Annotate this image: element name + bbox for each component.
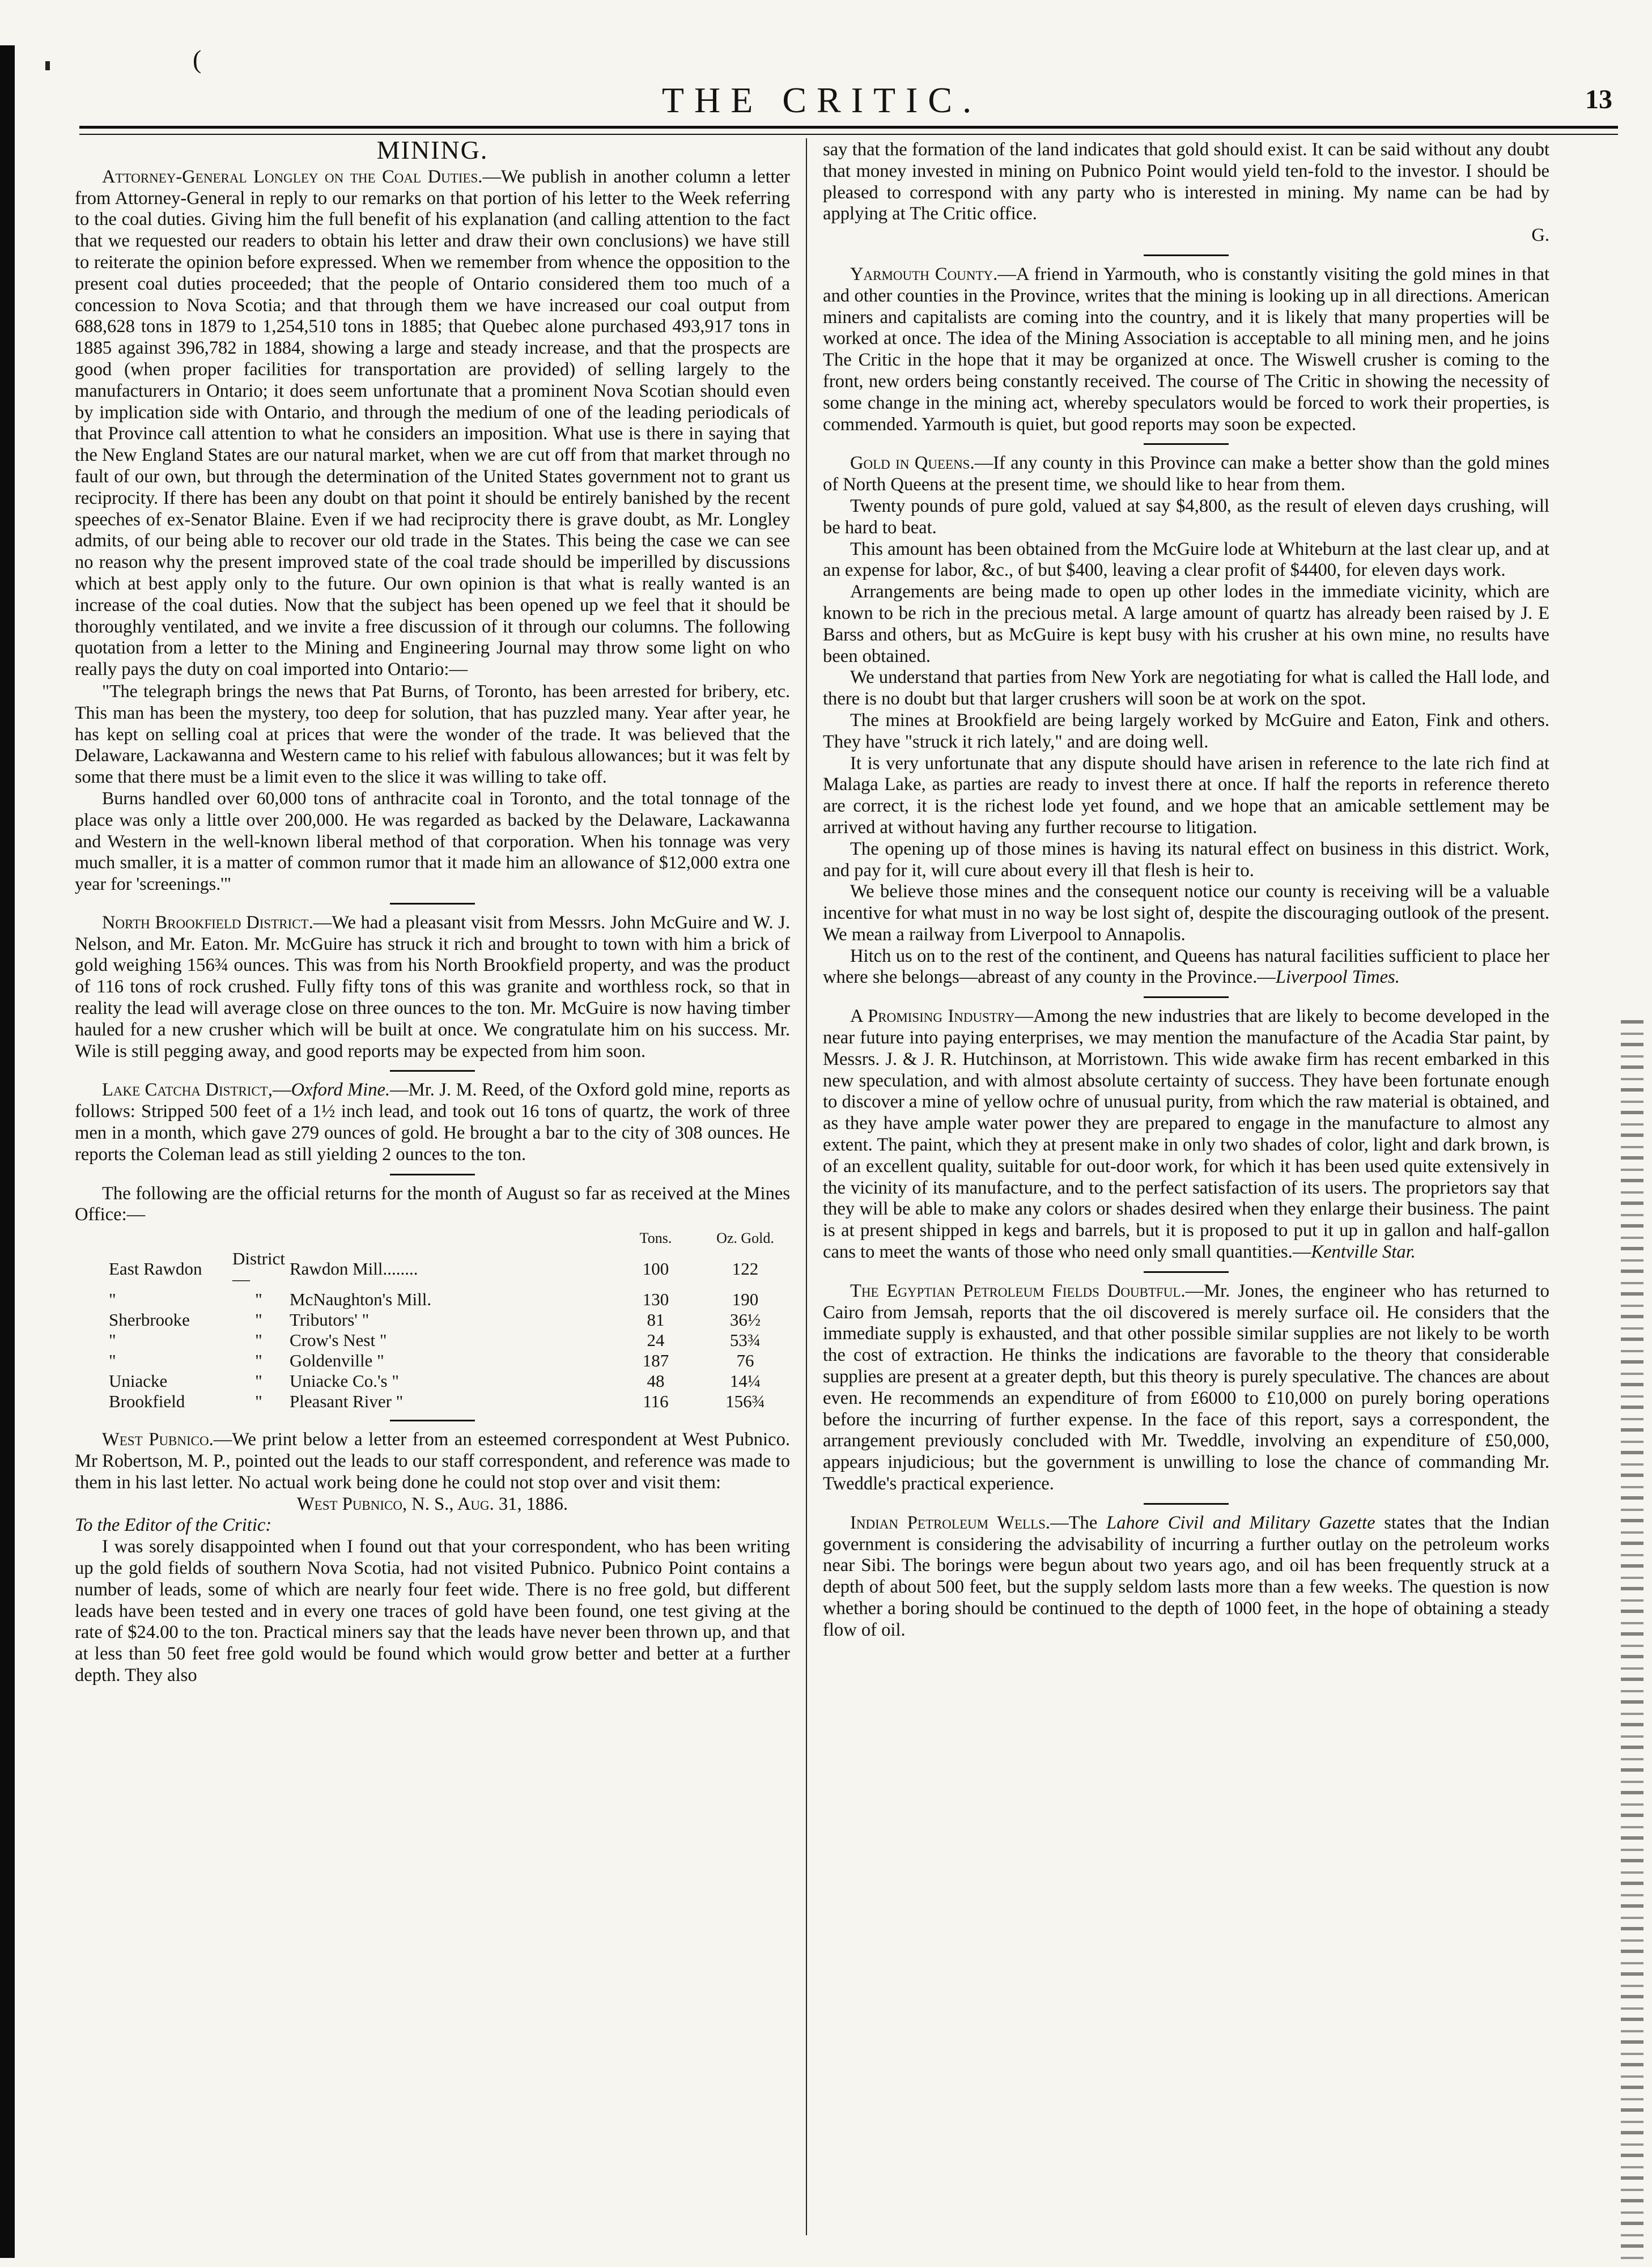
article-heading: Yarmouth County. bbox=[850, 264, 998, 285]
article-separator bbox=[1144, 443, 1229, 445]
cell-gold: 156¾ bbox=[725, 1391, 765, 1412]
article-west-pubnico bbox=[75, 1429, 790, 1687]
article-text: states that the Indian government is considering the advisability of incurring a further outlay on the petroleum works near Sibi. The borings were begun about two years ago, and oil has been frequently struck at a depth of about 500 feet, but the supply seldom lasts more than a few weeks. The question is now whether a boring should be continued to the depth of 1000 feet, in the hope of obtaining a steady flow of oil. bbox=[823, 1512, 1549, 1640]
scan-edge-specks bbox=[1621, 1020, 1643, 2267]
header-rule-thick bbox=[79, 126, 1618, 129]
right-column bbox=[823, 139, 1549, 1641]
letter-salutation bbox=[75, 1515, 790, 1536]
cell-district: " bbox=[255, 1289, 262, 1310]
article-separator bbox=[390, 903, 475, 905]
article-pubnico-continued bbox=[823, 139, 1549, 247]
cell-mill: Uniacke Co.'s " bbox=[290, 1371, 400, 1391]
margin-tick bbox=[45, 61, 50, 70]
article-paragraph bbox=[75, 1429, 790, 1493]
cell-place: " bbox=[109, 1289, 116, 1310]
cell-gold: 53¾ bbox=[729, 1330, 761, 1351]
article-text: —If any county in this Province can make a better show than the gold mines of North Queens at the present time, we should like to hear from them. bbox=[823, 453, 1549, 495]
article-heading: The Egyptian Petroleum Fields Doubtful. bbox=[850, 1280, 1186, 1301]
article-official-returns bbox=[75, 1183, 790, 1412]
cell-gold: 76 bbox=[736, 1351, 754, 1371]
column-divider bbox=[806, 138, 807, 2235]
cell-place: Sherbrooke bbox=[109, 1310, 190, 1330]
article-heading: West Pubnico. bbox=[102, 1429, 214, 1450]
cell-mill: Pleasant River " bbox=[290, 1391, 404, 1412]
article-paragraph: Twenty pounds of pure gold, valued at say $4,800, as the result of eleven days crushing, will be hard to beat. bbox=[823, 495, 1549, 538]
article-text: —A friend in Yarmouth, who is constantly visiting the gold mines in that and other counties in the Province, writes that the mining is looking up in all directions. American miners and capitalists are coming into the country, and it is likely that many properties will be worked at once. The idea of the Mining Association is acceptable to all mining men, and he joins The Critic in the hope that it may be organized at once. The Wiswell crusher is coming to the front, new orders being constantly received. The course of The Critic in showing the necessity of some change in the mining act, whereby speculators would be forced to work their properties, is commended. Yarmouth is quiet, but good reports may soon be expected. bbox=[823, 264, 1549, 435]
cell-tons: 81 bbox=[647, 1310, 665, 1330]
article-paragraph bbox=[75, 912, 790, 1063]
cell-gold: 14¼ bbox=[729, 1371, 761, 1391]
cell-district: " bbox=[255, 1310, 262, 1330]
article-paragraph: We understand that parties from New York are negotiating for what is called the Hall lode, and there is no doubt but that larger crushers will soon be at work on the spot. bbox=[823, 667, 1549, 710]
cell-district: " bbox=[255, 1330, 262, 1351]
column-header-gold: Oz. Gold. bbox=[716, 1230, 774, 1247]
article-north-brookfield bbox=[75, 912, 790, 1063]
article-paragraph bbox=[823, 1281, 1549, 1495]
cell-district: " bbox=[255, 1391, 262, 1412]
cell-mill: Rawdon Mill........ bbox=[290, 1259, 418, 1279]
article-coal-duties bbox=[75, 167, 790, 895]
article-separator bbox=[1144, 254, 1229, 256]
article-separator bbox=[1144, 1503, 1229, 1505]
article-promising-industry bbox=[823, 1006, 1549, 1263]
table-row bbox=[75, 1391, 790, 1412]
page-number: 13 bbox=[1585, 84, 1612, 114]
cell-place: " bbox=[109, 1330, 116, 1351]
cell-gold: 36½ bbox=[729, 1310, 761, 1330]
cell-place: " bbox=[109, 1351, 116, 1371]
cell-place: Uniacke bbox=[109, 1371, 168, 1391]
article-paragraph bbox=[75, 1080, 790, 1165]
article-heading: Attorney-General Longley on the Coal Duties. bbox=[102, 166, 483, 187]
cell-tons: 48 bbox=[647, 1371, 665, 1391]
article-indian-petroleum bbox=[823, 1513, 1549, 1641]
article-paragraph bbox=[823, 264, 1549, 435]
article-separator bbox=[390, 1070, 475, 1072]
column-header-tons: Tons. bbox=[639, 1230, 672, 1247]
cell-district: " bbox=[255, 1351, 262, 1371]
margin-mark: ( bbox=[193, 45, 202, 74]
article-separator bbox=[390, 1174, 475, 1175]
article-separator bbox=[1144, 1271, 1229, 1273]
article-paragraph: Arrangements are being made to open up other lodes in the immediate vicinity, which are known to be rich in the precious metal. A large amount of quartz has already been raised by J. E Barss and others, but as McGuire is kept busy with his crusher at his own mine, no results have been obtained. bbox=[823, 581, 1549, 666]
table-row bbox=[75, 1371, 790, 1391]
letter-signature: G. bbox=[1531, 225, 1549, 246]
cell-tons: 24 bbox=[647, 1330, 665, 1351]
article-source: Kentville Star. bbox=[1311, 1242, 1416, 1263]
cell-gold: 190 bbox=[732, 1289, 759, 1310]
cell-mill: Tributors' " bbox=[290, 1310, 370, 1330]
quote-paragraph: "The telegraph brings the news that Pat Burns, of Toronto, has been arrested for bribery, etc. This man has been the mystery, too deep for solution, that has puzzled many. Year after year, he has kept on selling coal at prices that were the wonder of the trade. It was believed that the Delaware, Lackawanna and Western came to his relief with fabulous allowances; but it was felt by some that there must be a limit even to the slice it was willing to take off. bbox=[75, 680, 790, 787]
letter-body-continued: say that the formation of the land indicates that gold should exist. It can be said without any doubt that money invested in mining on Pubnico Point would yield ten-fold to the investor. I should be pleased to correspond with any party who is interested in mining. My name can be had by applying at The Critic office. bbox=[823, 139, 1549, 224]
article-text: —Among the new industries that are likely to become developed in the near future into paying enterprises, we may mention the manufacture of the Acadia Star paint, by Messrs. J. & J. R. Hutchinson, at Morristown. This wide awake firm has recent embarked in this new speculation, and with almost absolute certainty of success. They have been fortunate enough to discover a mine of yellow ochre of unusual purity, from which the raw material is obtained, and as they have ample water power they are prepared to engage in the manufacture to almost any extent. The paint, which they at present make in only two shades of color, light and dark brown, is of an excellent quality, suitable for out-door work, for which it has been used quite extensively in the vicinity of its manufacture, and to the perfect satisfaction of its users. The proprietors say that they will be able to make any colors or shades desired when they enlarge their business. The paint is at present shipped in kegs and barrels, but it is proposed to put it up in gallon and half-gallon cans to meet the wants of those who need only small quantities.— bbox=[823, 1006, 1549, 1263]
article-lake-catcha bbox=[75, 1080, 790, 1165]
article-egyptian-petroleum bbox=[823, 1281, 1549, 1495]
cell-gold: 122 bbox=[732, 1259, 759, 1279]
table-row bbox=[75, 1351, 790, 1371]
cell-tons: 100 bbox=[642, 1259, 669, 1279]
left-column bbox=[75, 135, 791, 1687]
cell-mill: Goldenville " bbox=[290, 1351, 384, 1371]
letter-body: I was sorely disappointed when I found out that your correspondent, who has been writing up the gold fields of southern Nova Scotia, had not visited Pubnico. Pubnico Point contains a number of leads, some of which are nearly four feet wide. There is no free gold, but different leads have been tested and in every one traces of gold have been found, one test giving at the rate of $24.00 to the ton. Practical miners say that the leads have never been thrown up, and that at less than 50 feet free gold would be found which would grow better and better at a further depth. They also bbox=[75, 1536, 790, 1686]
letter-salutation-text: To the Editor of the Critic: bbox=[75, 1515, 272, 1536]
table-row bbox=[75, 1310, 790, 1330]
cell-tons: 130 bbox=[642, 1289, 669, 1310]
article-paragraph bbox=[75, 167, 790, 681]
header-rule-thin bbox=[79, 134, 1618, 135]
returns-intro: The following are the official returns for the month of August so far as received at the Mines Office:— bbox=[75, 1183, 790, 1225]
cell-mill: McNaughton's Mill. bbox=[290, 1289, 432, 1310]
table-row bbox=[75, 1249, 790, 1289]
article-text: —Mr. Jones, the engineer who has returned to Cairo from Jemsah, reports that the oil discovered is merely surface oil. He considers that the immediate supply is exhausted, and that other possible similar supplies are not likely to be worth the cost of extraction. He thinks the indications are favorable to the theory that considerable supplies are present at a greater depth, but this theory is purely speculative. The chances are about even. He recommends an expenditure of from £6000 to £10,000 on purely boring operations before the incurring of further expense. In the face of this report, says a correspondent, the arrangement previously concluded with Mr. Tweddle, involving an expenditure of £50,000, appears injudicious; but the government is unwilling to lose the chance of commanding Mr. Tweddle's practical experience. bbox=[823, 1280, 1549, 1495]
table-row bbox=[75, 1330, 790, 1351]
cell-tons: 187 bbox=[642, 1351, 669, 1371]
article-text: —The bbox=[1050, 1512, 1107, 1533]
table-header-row bbox=[75, 1228, 790, 1249]
article-text: —We print below a letter from an esteemed correspondent at West Pubnico. Mr Robertson, M. P., pointed out the leads to our staff correspondent, and reference was made to them in his last letter. No actual work being done he could not stop over and visit them: bbox=[75, 1429, 790, 1493]
article-heading: Lake Catcha District,— bbox=[102, 1080, 291, 1101]
article-paragraph bbox=[823, 1006, 1549, 1263]
article-paragraph: We believe those mines and the consequent notice our county is receiving will be a valuable incentive for what must in no way be lost sight of, despite the discouraging outlook of the present. We mean a railway from Liverpool to Annapolis. bbox=[823, 881, 1549, 945]
cell-place: Brookfield bbox=[109, 1391, 185, 1412]
article-heading: A Promising Industry bbox=[850, 1006, 1015, 1027]
article-paragraph bbox=[823, 946, 1549, 989]
article-paragraph bbox=[823, 453, 1549, 496]
returns-table bbox=[75, 1228, 790, 1412]
cell-mill: Crow's Nest " bbox=[290, 1330, 387, 1351]
article-separator bbox=[390, 1420, 475, 1421]
article-paragraph: The mines at Brookfield are being largely worked by McGuire and Eaton, Fink and others. They have "struck it rich lately," and are doing well. bbox=[823, 710, 1549, 752]
cell-place: East Rawdon bbox=[109, 1259, 202, 1279]
article-paragraph: It is very unfortunate that any dispute should have arisen in reference to the late rich find at Malaga Lake, as parties are ready to invest there at once. If half the reports in reference thereto are correct, it is the richest lode yet found, and we hope that an amicable settlement may be arrived at without having any further recourse to litigation. bbox=[823, 753, 1549, 838]
article-paragraph: This amount has been obtained from the McGuire lode at Whiteburn at the last clear up, and at an expense for labor, &c., of but $400, leaving a clear profit of $4400, for eleven days work. bbox=[823, 538, 1549, 581]
scan-edge-bar bbox=[0, 45, 15, 2258]
article-text: —Mr. J. M. Reed, of the Oxford gold mine, reports as follows: Stripped 500 feet of a 1½ inch lead, and took out 16 tons of quartz, the work of three men in a month, which gave 279 ounces of gold. He brought a bar to the city of 308 ounces. He reports the Coleman lead as still yielding 2 ounces to the ton. bbox=[75, 1080, 790, 1165]
article-heading: North Brookfield District. bbox=[102, 912, 313, 933]
article-yarmouth bbox=[823, 264, 1549, 435]
publication-name: Lahore Civil and Military Gazette bbox=[1106, 1512, 1375, 1533]
masthead: THE CRITIC. bbox=[661, 80, 982, 120]
section-title: MINING. bbox=[376, 135, 489, 164]
article-text: Hitch us on to the rest of the continent, and Queens has natural facilities sufficient to place her where she belongs—abreast of any county in the Province.— bbox=[823, 945, 1549, 988]
cell-district: District— bbox=[232, 1249, 285, 1289]
article-text: —We had a pleasant visit from Messrs. John McGuire and W. J. Nelson, and Mr. Eaton. Mr. McGuire has struck it rich and brought to town with him a brick of gold weighing 156¾ ounces. This was from his North Brookfield property, and was the product of 116 tons of rock crushed. Fully fifty tons of this was granite and worthless rock, so that in reality the lead will average close on three ounces to the ton. Mr. McGuire is now having timber hauled for a new crusher which will be built at once. We congratulate him on his success. Mr. Wile is still pegging away, and good reports may be expected from him soon. bbox=[75, 912, 790, 1062]
cell-tons: 116 bbox=[643, 1391, 669, 1412]
article-source: Liverpool Times. bbox=[1275, 967, 1400, 988]
table-row bbox=[75, 1289, 790, 1310]
article-paragraph bbox=[823, 1513, 1549, 1641]
article-heading: Gold in Queens. bbox=[850, 453, 975, 474]
letter-dateline: West Pubnico, N. S., Aug. 31, 1886. bbox=[296, 1493, 568, 1514]
article-subheading: Oxford Mine. bbox=[291, 1080, 390, 1101]
article-text: —We publish in another column a letter from Attorney-General in reply to our remarks on that portion of his letter to the Week referring to the coal duties. Giving him the full benefit of his explanation (and calling attention to the fact that we requested our readers to obtain his letter and draw their own conclusions) we have still to reiterate the opinion before expressed. When we remember from whence the opposition to the present coal duties proceeded; that the people of Ontario considered them too much of a concession to Nova Scotia; and that through them we have increased our coal output from 688,628 tons in 1879 to 1,254,510 tons in 1885; that Quebec alone purchased 493,917 tons in 1885 against 396,782 in 1884, showing a large and steady increase, and that the prospects are good (when proper facilities for transportation are provided) of selling largely to the manufacturers in Ontario; it does seem unfortunate that a prominent Nova Scotian should even by implication side with Ontario, and through the medium of one of the leading periodicals of that Province call attention to what he considers an imposition. What use is there in saying that the New England States are our natural market, when we are cut off from that market through no fault of our own, but through the determination of the United States government not to grant us reciprocity. If there has been any doubt on that point it should be entirely banished by the recent speeches of ex-Senator Blaine. Even if we had reciprocity there is grave doubt, as Mr. Longley admits, of our being able to recover our old trade in the States. This being the case we can see no reason why the present improved state of the coal trade should be imperilled by discussions which at best apply only to the future. Our own opinion is that what is really wanted is an increase of the coal duties. Now that the subject has been opened up we feel that it should be thoroughly ventilated, and we invite a free discussion of it through our columns. The following quotation from a letter to the Mining and Engineering Journal may throw some light on who really pays the duty on coal imported into Ontario:— bbox=[75, 166, 791, 680]
cell-district: " bbox=[255, 1371, 262, 1391]
article-gold-in-queens bbox=[823, 453, 1549, 988]
article-separator bbox=[1144, 996, 1229, 998]
article-paragraph: The opening up of those mines is having its natural effect on business in this district. Work, and pay for it, will cure about every ill that flesh is heir to. bbox=[823, 838, 1549, 881]
article-heading: Indian Petroleum Wells. bbox=[850, 1512, 1051, 1533]
quote-paragraph: Burns handled over 60,000 tons of anthracite coal in Toronto, and the total tonnage of the place was only a little over 200,000. He was regarded as backed by the Delaware, Lackawanna and Western in the well-known liberal method of that corporation. When his tonnage was very much smaller, it is a matter of common rumor that it made him an allowance of $12,000 extra one year for 'screenings.'" bbox=[75, 787, 790, 894]
